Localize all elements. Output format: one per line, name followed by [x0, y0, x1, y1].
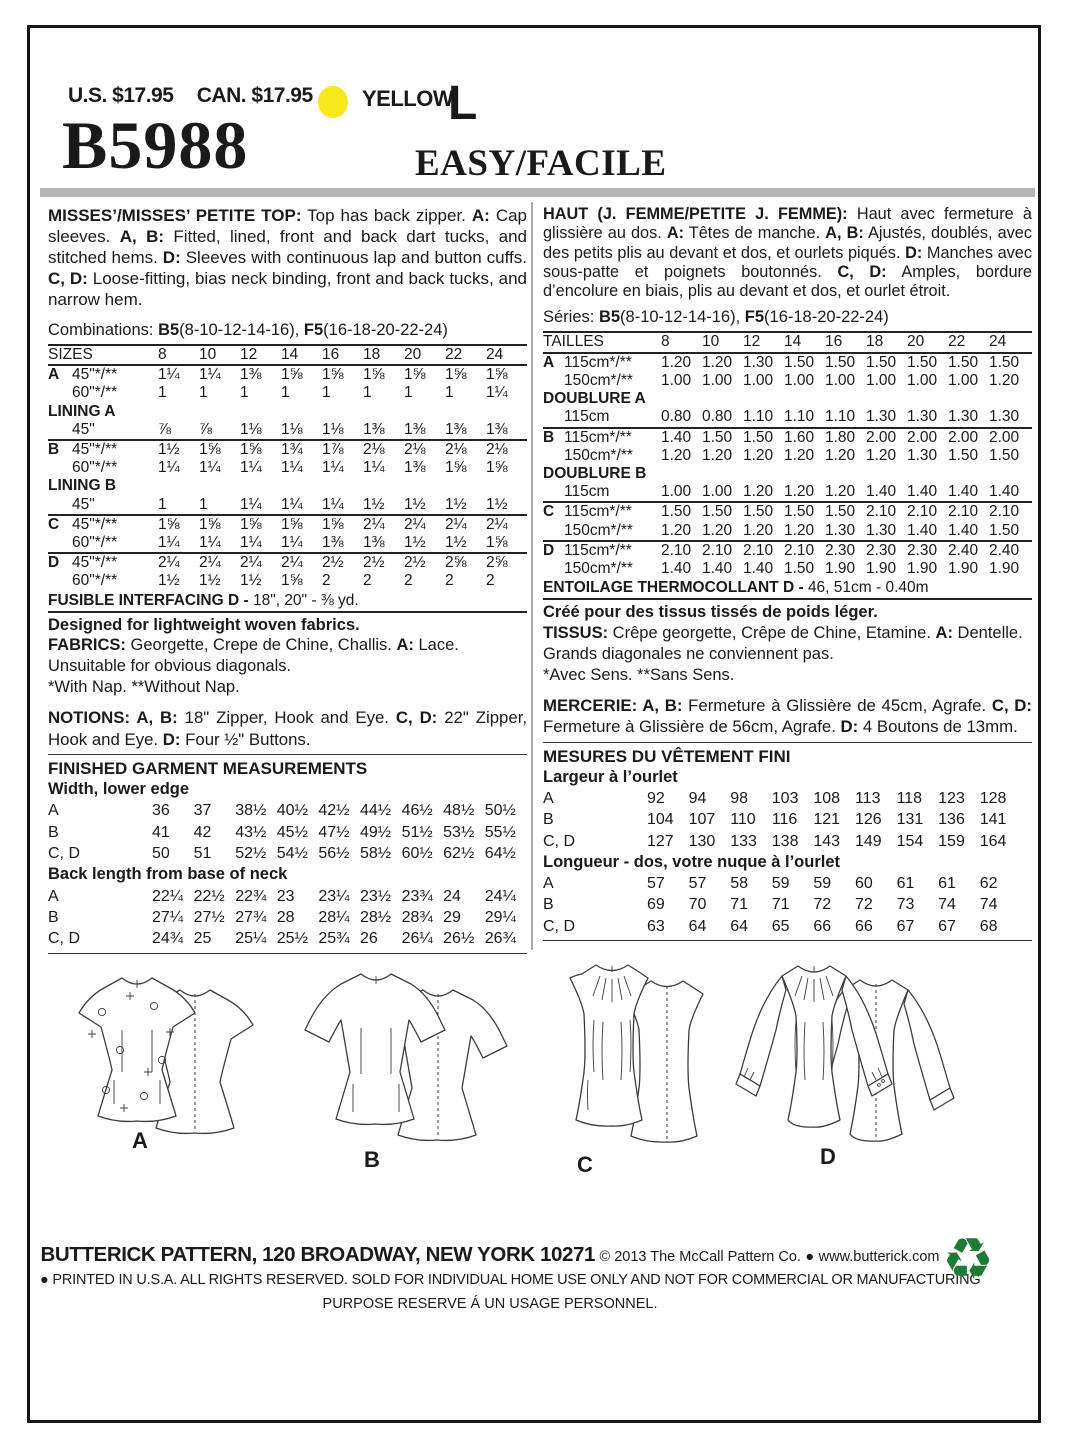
- fabrics-line-fr: TISSUS: Crêpe georgette, Crêpe de Chine, Etamine. A: Dentelle.: [543, 623, 1023, 642]
- table-section-heading: Width, lower edge: [48, 780, 190, 799]
- garment-c-label: C: [577, 1152, 593, 1177]
- table-section-heading: LINING A: [48, 402, 116, 420]
- footer-line1: [40, 1243, 940, 1267]
- yardage-table-metric: [543, 331, 1032, 578]
- table-row: 45" 1 1 1¼ 1¼ 1¼ 1½ 1½ 1½ 1½: [72, 495, 508, 513]
- garment-view-a: [58, 968, 296, 1140]
- garment-d-drawing: [716, 960, 1028, 1162]
- french-column: [543, 205, 1032, 941]
- table-row: B 41 42 43½ 45½ 47½ 49½ 51½ 53½ 55½: [48, 823, 516, 841]
- table-row: A 115cm*/** 1.20 1.20 1.30 1.50 1.50 1.50 1.50 1.50 1.50: [543, 353, 1020, 371]
- table-section-heading: DOUBLURE A: [543, 390, 646, 408]
- table-row: A 22¼ 22½ 22¾ 23 23¼ 23½ 23¾ 24 24¼: [48, 887, 516, 905]
- table-row: 150cm*/** 1.00 1.00 1.00 1.00 1.00 1.00 1.00 1.00 1.20: [564, 371, 1020, 389]
- garment-d-label: D: [820, 1144, 836, 1169]
- table-section-heading: Back length from base of neck: [48, 865, 288, 884]
- recycle-icon: ♻: [942, 1227, 994, 1292]
- table-row: 45" ⅞ ⅞ 1⅛ 1⅛ 1⅛ 1⅜ 1⅜ 1⅜ 1⅜: [72, 420, 508, 438]
- garment-b-drawing: [295, 966, 550, 1154]
- table-row: 60"*/** 1½ 1½ 1½ 1⅝ 2 2 2 2 2: [72, 572, 495, 590]
- table-section-heading: LINING B: [48, 477, 117, 495]
- table-header-row: SIZES 8 10 12 14 16 18 20 22 24: [48, 344, 527, 366]
- footer-line2: ● PRINTED IN U.S.A. ALL RIGHTS RESERVED. SOLD FOR INDIVIDUAL HOME USE ONLY AND NOT FOR COMMERCIAL OR MANUFACTURING: [40, 1272, 981, 1288]
- difficulty-label: EASY/FACILE: [415, 143, 667, 184]
- price-us: U.S. $17.95: [68, 84, 174, 107]
- table-row: B 27¼ 27½ 27¾ 28 28¼ 28½ 28¾ 29 29¼: [48, 908, 516, 926]
- pattern-number: B5988: [62, 107, 249, 183]
- unsuitable-line-en: Unsuitable for obvious diagonals.: [48, 657, 292, 676]
- column-divider: [531, 202, 533, 950]
- finished-measurements-title-fr: MESURES DU VÊTEMENT FINI: [543, 746, 791, 766]
- mercerie-line: MERCERIE: A, B: Fermeture à Glissière de 45cm, Agrafe. C, D: Fermeture à Glissière de 56cm, Agrafe. D: 4 Boutons de 13mm.: [543, 695, 1032, 743]
- price-can: CAN. $17.95: [196, 84, 313, 107]
- table-row: 115cm 0.80 0.80 1.10 1.10 1.10 1.30 1.30 1.30 1.30: [564, 408, 1020, 426]
- size-letter: L: [448, 77, 478, 130]
- entoilage-line: ENTOILAGE THERMOCOLLANT D - 46, 51cm - 0.40m: [543, 578, 1032, 600]
- bullet-icon: ●: [805, 1249, 815, 1265]
- table-row: A 36 37 38½ 40½ 42½ 44½ 46½ 48½ 50½: [48, 802, 516, 820]
- table-row: 60"*/** 1¼ 1¼ 1¼ 1¼ 1¼ 1¼ 1⅜ 1⅝ 1⅝: [72, 459, 508, 477]
- table-row: 150cm*/** 1.20 1.20 1.20 1.20 1.20 1.20 1.30 1.50 1.50: [564, 446, 1020, 464]
- table-row: A 45"*/** 1¼ 1¼ 1⅜ 1⅝ 1⅝ 1⅝ 1⅝ 1⅝ 1⅝: [48, 366, 508, 384]
- header-divider-bar: [40, 188, 1035, 197]
- nap-line-fr: *Avec Sens. **Sans Sens.: [543, 665, 735, 684]
- garment-a-drawing: [58, 968, 296, 1140]
- table-row: C, D 50 51 52½ 54½ 56½ 58½ 60½ 62½ 64½: [48, 845, 516, 863]
- price-line: [68, 84, 313, 108]
- fabric-note-en: Designed for lightweight woven fabrics.: [48, 615, 360, 634]
- fabric-note-fr: Créé pour des tissus tissés de poids léger.: [543, 603, 878, 622]
- publisher-address: BUTTERICK PATTERN, 120 BROADWAY, NEW YORK 10271: [40, 1243, 596, 1266]
- garment-b-label: B: [364, 1147, 380, 1172]
- table-row: B 104 107 110 116 121 126 131 136 141: [543, 811, 1007, 829]
- table-row: D 115cm*/** 2.10 2.10 2.10 2.10 2.30 2.30 2.30 2.40 2.40: [543, 540, 1032, 560]
- table-row: B 69 70 71 71 72 72 73 74 74: [543, 896, 998, 914]
- garment-view-b: [295, 966, 550, 1154]
- table-row: C, D 63 64 64 65 66 66 67 67 68: [543, 917, 998, 935]
- fusible-interfacing-line: FUSIBLE INTERFACING D - 18", 20" - ⅜ yd.: [48, 591, 527, 613]
- table-row: A 57 57 58 59 59 60 61 61 62: [543, 875, 998, 893]
- series-line: Séries: B5(8-10-12-14-16), F5(16-18-20-22-24): [543, 308, 889, 327]
- table-row: C, D 127 130 133 138 143 149 154 159 164: [543, 832, 1007, 850]
- finished-measurements-title-en: FINISHED GARMENT MEASUREMENTS: [48, 759, 368, 779]
- fabrics-line-en: FABRICS: Georgette, Crepe de Chine, Challis. A: Lace.: [48, 636, 459, 655]
- yellow-dot-icon: [318, 86, 348, 118]
- table-row: 115cm 1.00 1.00 1.20 1.20 1.20 1.40 1.40 1.40 1.40: [564, 483, 1020, 501]
- finished-measurements-table-metric: [543, 767, 1032, 941]
- table-row: C 45"*/** 1⅝ 1⅝ 1⅝ 1⅝ 1⅝ 2¼ 2¼ 2¼ 2¼: [48, 514, 527, 534]
- garment-description-fr: HAUT (J. FEMME/PETITE J. FEMME): Haut avec fermeture à glissière au dos. A: Têtes de manche. A, B: Ajustés, doublés, avec des petits plis au devant et dos, et ourlets piqués. D: Manches avec sous-patte et poignets boutonnés. C, D: Amples, bordure d’encolure en biais, plis au devant et dos, et ourlet étroit.: [543, 205, 1032, 301]
- color-name-label: YELLOW: [362, 86, 454, 111]
- finished-measurements-table-imperial: [48, 779, 527, 953]
- table-row: C, D 24¾ 25 25¼ 25½ 25¾ 26 26¼ 26½ 26¾: [48, 930, 516, 948]
- table-row: 60"*/** 1¼ 1¼ 1¼ 1¼ 1⅜ 1⅜ 1½ 1½ 1⅝: [72, 534, 508, 552]
- english-column: [48, 205, 527, 954]
- table-row: A 92 94 98 103 108 113 118 123 128: [543, 789, 1007, 807]
- yardage-table-imperial: [48, 344, 527, 591]
- copyright-text: © 2013 The McCall Pattern Co.: [599, 1249, 801, 1265]
- combinations-line: Combinations: B5(8-10-12-14-16), F5(16-18-20-22-24): [48, 321, 448, 339]
- table-row: 60"*/** 1 1 1 1 1 1 1 1 1¼: [72, 384, 508, 402]
- table-header-row: TAILLES 8 10 12 14 16 18 20 22 24: [543, 331, 1032, 353]
- garment-a-label: A: [132, 1128, 148, 1153]
- notions-line-en: NOTIONS: A, B: 18" Zipper, Hook and Eye. C, D: 22" Zipper, Hook and Eye. D: Four ½" Buttons.: [48, 707, 527, 755]
- table-row: B 115cm*/** 1.40 1.50 1.50 1.60 1.80 2.00 2.00 2.00 2.00: [543, 427, 1032, 447]
- unsuitable-line-fr: Grands diagonales ne conviennent pas.: [543, 644, 834, 663]
- garment-description-en: MISSES’/MISSES’ PETITE TOP: Top has back zipper. A: Cap sleeves. A, B: Fitted, lined, front and back dart tucks, and stitched hems. D: Sleeves with continuous lap and button cuffs. C, D: Loose-fitting, bias neck binding, front and back tucks, and narrow hem.: [48, 206, 528, 309]
- nap-line-en: *With Nap. **Without Nap.: [48, 678, 240, 697]
- table-row: C 115cm*/** 1.50 1.50 1.50 1.50 1.50 2.10 2.10 2.10 2.10: [543, 501, 1032, 521]
- table-section-heading: DOUBLURE B: [543, 464, 647, 482]
- table-row: B 45"*/** 1½ 1⅝ 1⅝ 1¾ 1⅞ 2⅛ 2⅛ 2⅛ 2⅛: [48, 439, 527, 459]
- footer-line3: PURPOSE RESERVE Á UN USAGE PERSONNEL.: [322, 1296, 658, 1312]
- website-text: www.butterick.com: [818, 1249, 940, 1265]
- garment-view-d: [716, 960, 1028, 1162]
- table-section-heading: Largeur à l’ourlet: [543, 767, 678, 786]
- table-section-heading: Longueur - dos, votre nuque à l’ourlet: [543, 852, 841, 871]
- table-row: 150cm*/** 1.20 1.20 1.20 1.20 1.30 1.30 1.40 1.40 1.50: [564, 521, 1020, 539]
- table-row: 150cm*/** 1.40 1.40 1.40 1.50 1.90 1.90 1.90 1.90 1.90: [564, 559, 1020, 577]
- table-row: D 45"*/** 2¼ 2¼ 2¼ 2¼ 2½ 2½ 2½ 2⅝ 2⅝: [48, 552, 527, 572]
